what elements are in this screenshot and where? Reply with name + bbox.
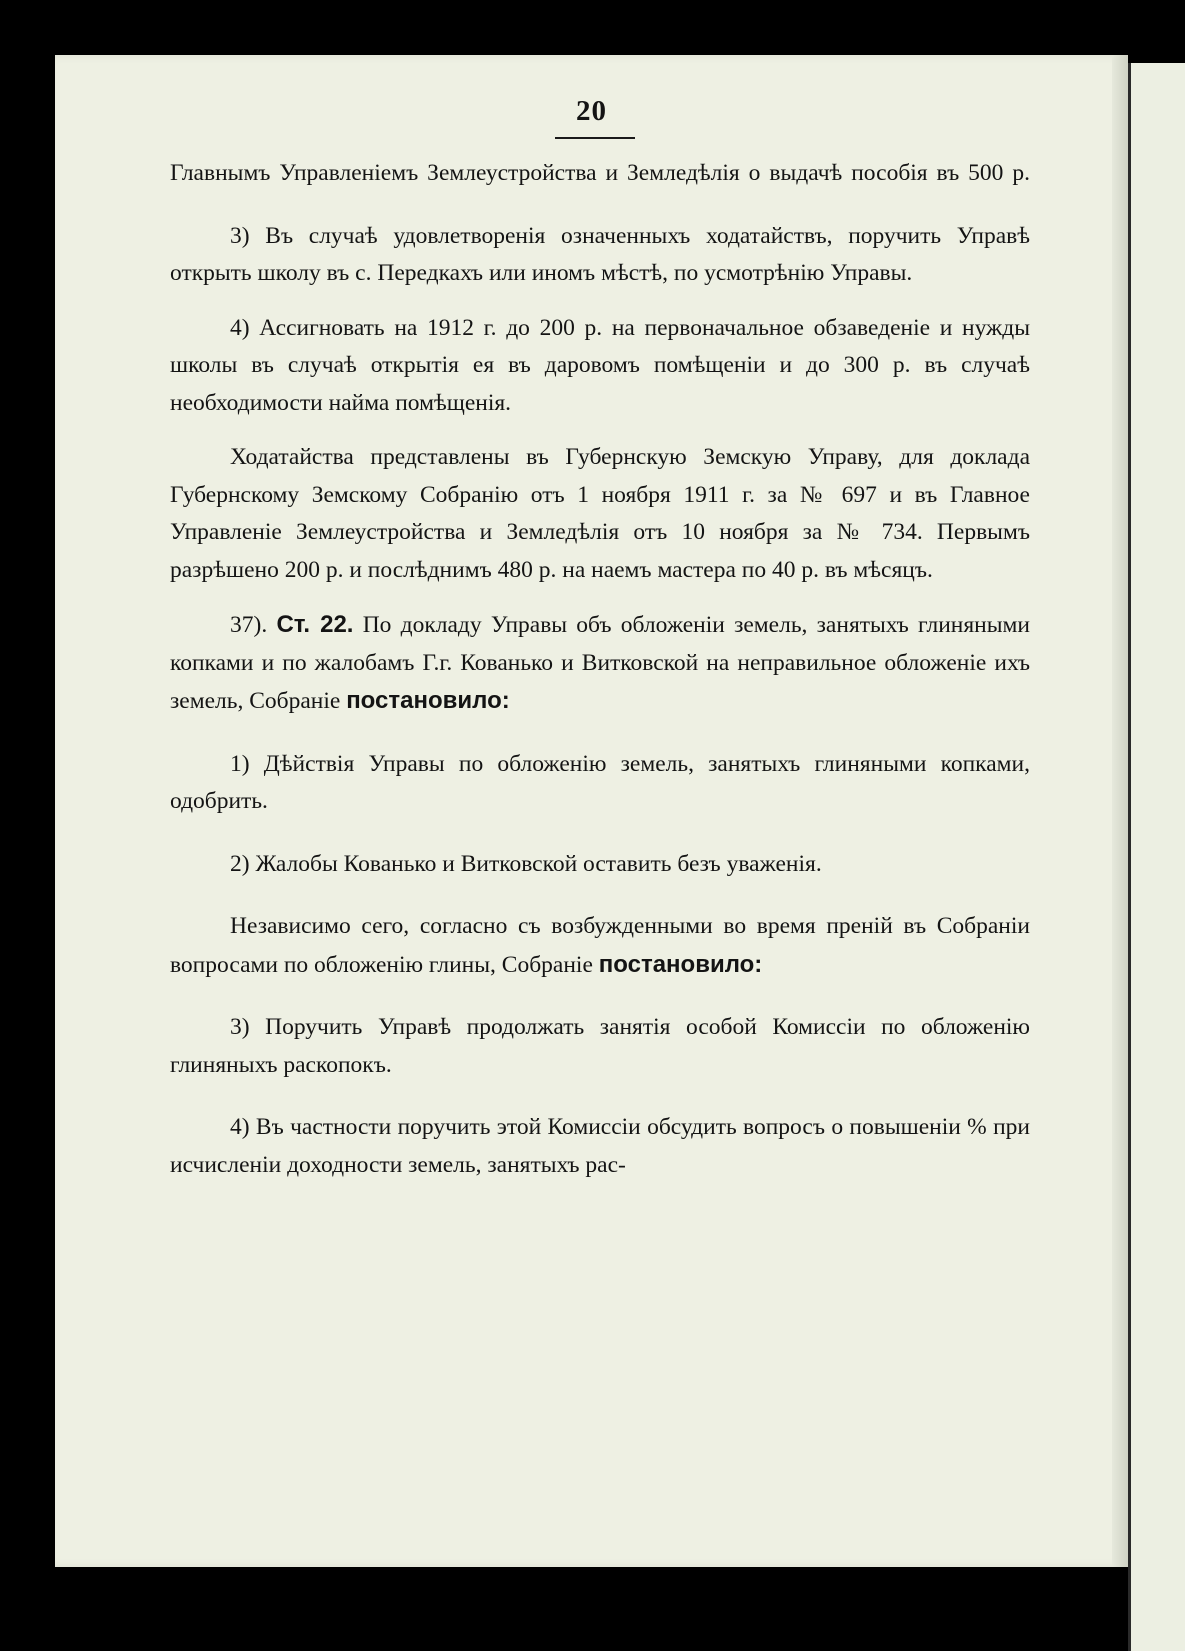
next-page-edge (1128, 63, 1185, 1651)
page-number: 20 (576, 95, 607, 127)
paragraph-article-22 (170, 606, 1030, 721)
paragraph-item-3b: 3) Поручить Управѣ продолжать занятія особой Комиссіи по обложенію глиняныхъ раскопокъ. (170, 1014, 1030, 1078)
clause-number: 37). (230, 612, 268, 638)
paragraph-continuation: Главнымъ Управленіемъ Землеустройства и Земледѣлія о выдачѣ пособія въ 500 р. (170, 160, 1030, 186)
paragraph-item-4b: 4) Въ частности поручить этой Комиссіи обсудить вопросъ о повышеніи % при исчисленіи доходности земель, занятыхъ рас- (170, 1114, 1030, 1178)
page-number-rule (555, 137, 635, 139)
page-gutter (1112, 55, 1128, 1567)
paragraph-item-2: 2) Жалобы Кованько и Витковской оставить безъ уваженія. (230, 850, 822, 877)
page-text (170, 155, 1030, 1184)
paragraph-independent-text: Независимо сего, согласно съ возбужденными во время преній въ Собраніи вопросами по обложенію глины, Собраніе (170, 913, 1030, 978)
paragraph-item-4: 4) Ассигновать на 1912 г. до 200 р. на первоначальное обзаведеніе и нужды школы въ случаѣ открытія ея въ даровомъ помѣщеніи и до 300 р. въ случаѣ необходимости найма помѣщенія. (170, 314, 1030, 416)
resolution-label: постановило: (598, 950, 763, 978)
resolution-label: постановило: (346, 687, 510, 714)
book-page (55, 55, 1128, 1567)
paragraph-petitions: Ходатайства представлены въ Губернскую Земскую Управу, для доклада Губернскому Земскому Собранію отъ 1 ноября 1911 г. за № 697 и въ Главное Управленіе Землеустройства и Земледѣлія отъ 10 ноября за № 734. Первымъ разрѣшено 200 р. и послѣднимъ 480 р. на наемъ мастера по 40 р. въ мѣсяцъ. (170, 444, 1030, 583)
paragraph-independent (170, 908, 1030, 984)
article-label: Ст. 22. (276, 611, 354, 638)
paragraph-item-3: 3) Въ случаѣ удовлетворенія означенныхъ ходатайствъ, поручить Управѣ открыть школу въ с. Передкахъ или иномъ мѣстѣ, по усмотрѣнію Управы. (170, 222, 1030, 286)
article-text: По докладу Управы объ обложеніи земель, занятыхъ глиняными копками и по жалобамъ Г.г. Кованько и Витковской на неправильное обложеніе ихъ земель, Собраніе (170, 612, 1030, 714)
paragraph-item-1: 1) Дѣйствія Управы по обложенію земель, занятыхъ глиняными копками, одобрить. (170, 750, 1030, 814)
